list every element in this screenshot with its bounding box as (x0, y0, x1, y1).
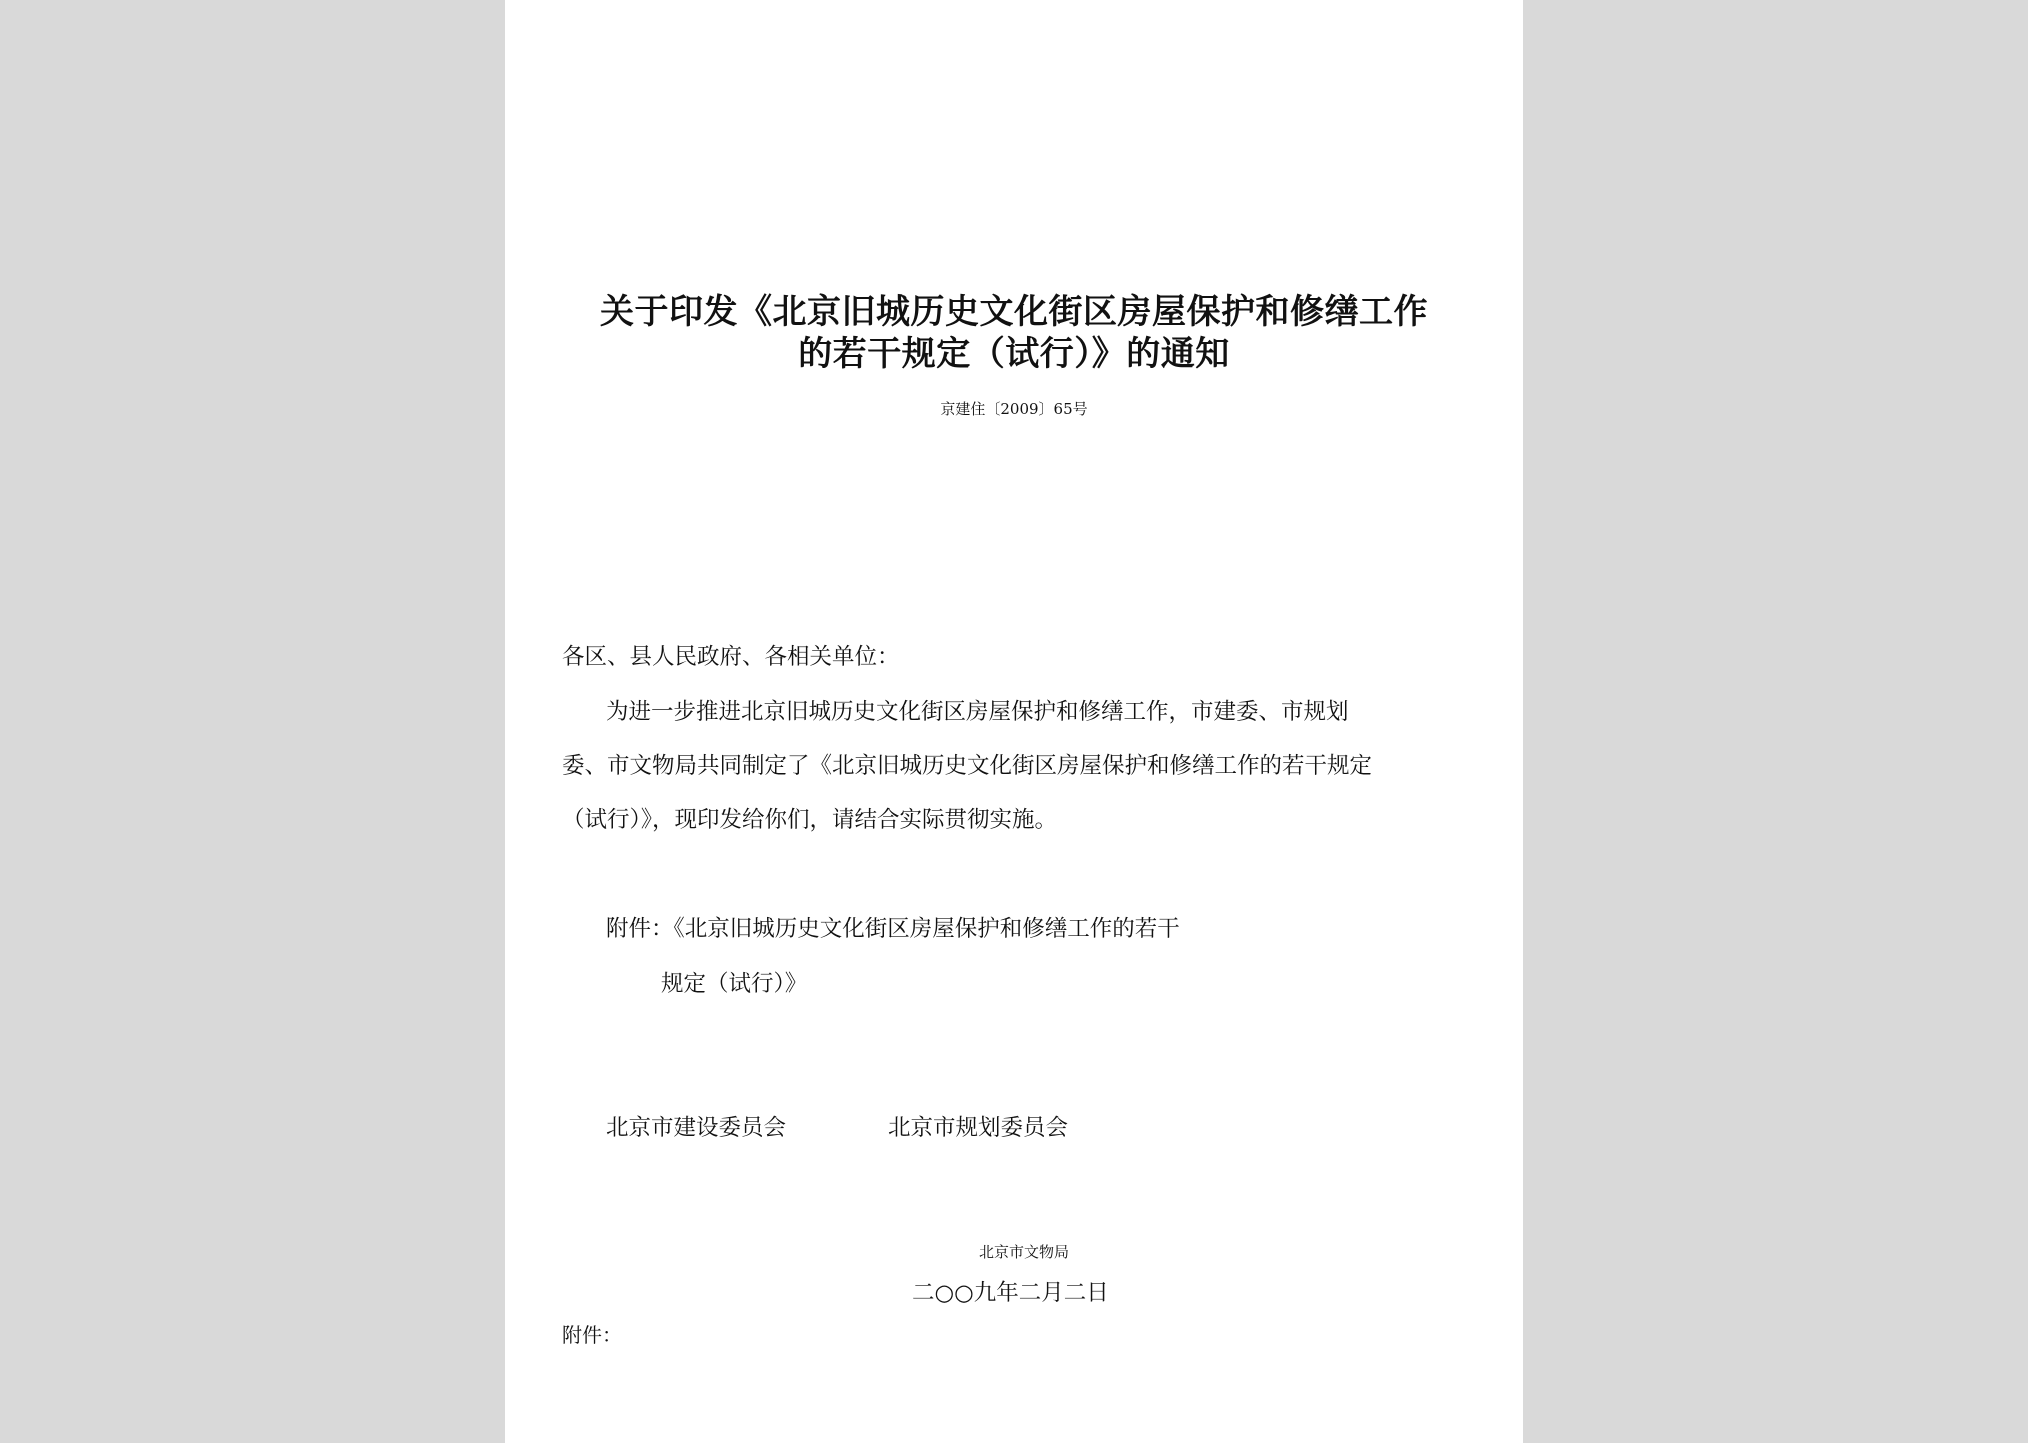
footer-attachment-label: 附件： (562, 1323, 622, 1347)
paragraph-line-1: 为进一步推进北京旧城历史文化街区房屋保护和修缮工作，市建委、市规划 (606, 699, 1349, 725)
paragraph-line-2: 委、市文物局共同制定了《北京旧城历史文化街区房屋保护和修缮工作的若干规定 (562, 753, 1373, 779)
document-number: 京建住〔2009〕65号 (940, 400, 1088, 418)
document-title-line-2: 的若干规定（试行）》的通知 (798, 334, 1230, 374)
issue-date: 二○○九年二月二日 (912, 1280, 1109, 1306)
document-title-line-1: 关于印发《北京旧城历史文化街区房屋保护和修缮工作 (600, 292, 1428, 332)
signatory-construction-committee: 北京市建设委员会 (606, 1115, 787, 1141)
attachment-line-1: 附件：《北京旧城历史文化街区房屋保护和修缮工作的若干 (606, 916, 1180, 942)
document-page (505, 0, 1523, 1443)
signatory-cultural-relics-bureau: 北京市文物局 (979, 1243, 1070, 1261)
signatory-planning-committee: 北京市规划委员会 (888, 1115, 1069, 1141)
attachment-line-2: 规定（试行）》 (661, 971, 808, 997)
salutation: 各区、县人民政府、各相关单位： (562, 644, 900, 670)
paragraph-line-3: （试行）》，现印发给你们，请结合实际贯彻实施。 (562, 807, 1058, 833)
